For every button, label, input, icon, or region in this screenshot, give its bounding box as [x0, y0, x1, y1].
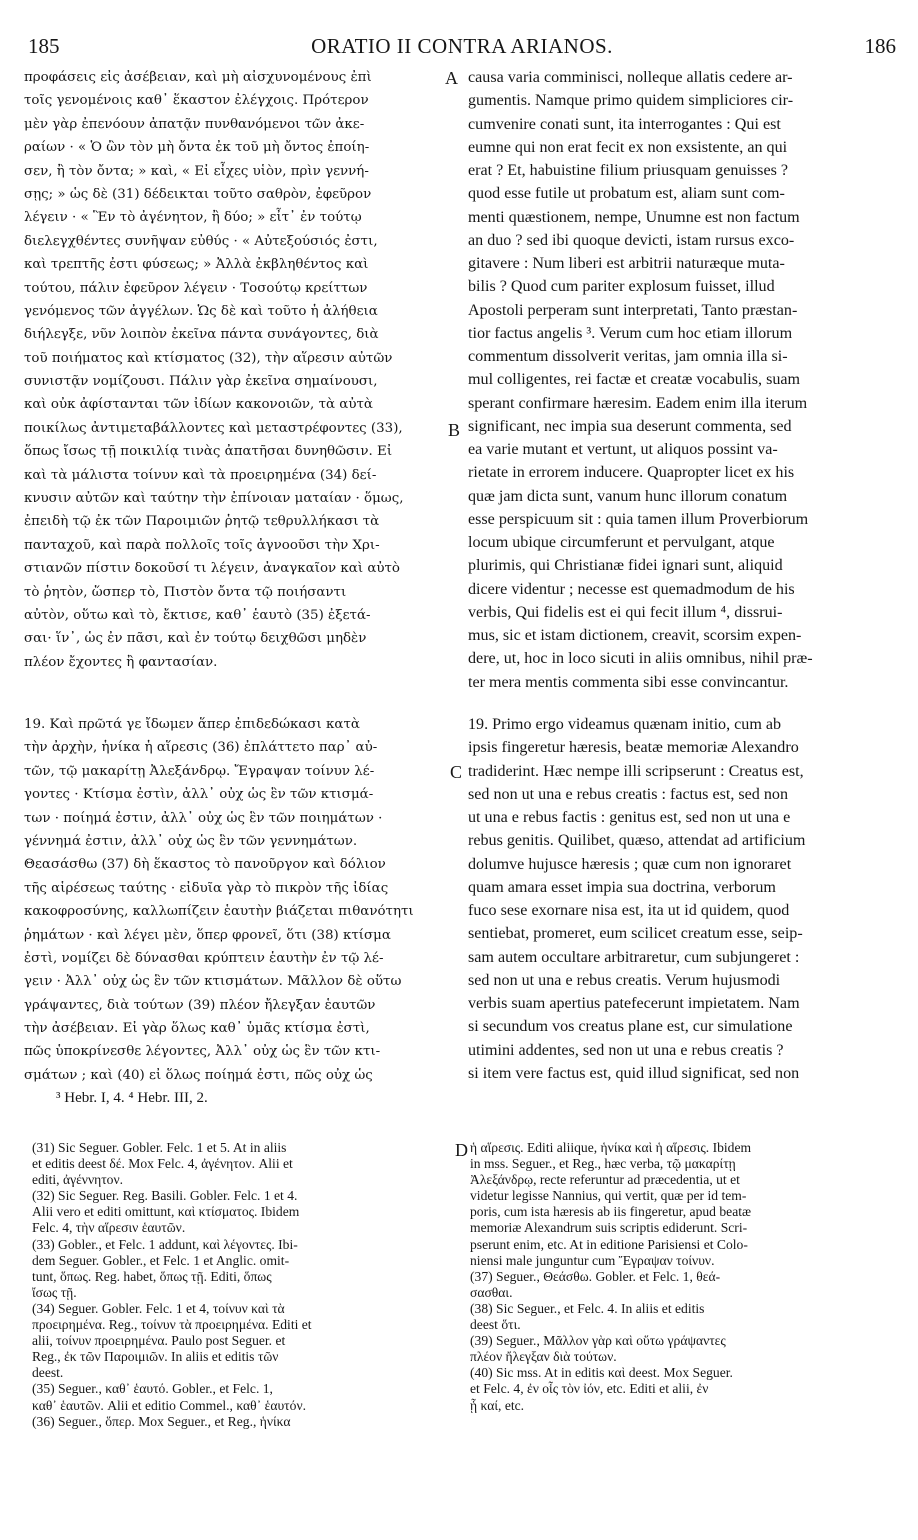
text-line: σμάτων ; καὶ (40) εἰ ὅλως ποίημά ἐστι, πῶς οὐχ ὡς — [24, 1067, 373, 1083]
text-line: πλέον ἤλεγξαν διὰ τούτων. — [470, 1349, 617, 1365]
text-line: niensi male junguntur cum Ἔγραψαν τοίνυν. — [470, 1252, 715, 1268]
running-title: ORATIO II CONTRA ARIANOS. — [311, 34, 613, 58]
text-line: διελεγχθέντες συνῆψαν εὐθύς · « Αὐτεξούσιός ἐστι, — [24, 233, 378, 249]
text-line: tunt, ὅπως. Reg. habet, ὅπως τῇ. Editi, ὅπως — [32, 1268, 272, 1284]
text-line: (32) Sic Seguer. Reg. Basili. Gobler. Felc. 1 et 4. — [32, 1188, 298, 1204]
text-line: erat ? Et, habuistine filium priusquam genuisses ? — [468, 162, 789, 179]
text-line: dem Seguer. Gobler., et Felc. 1 et Anglic. omit- — [32, 1252, 290, 1268]
text-line: καθ᾽ ἑαυτῶν. Alii et editio Commel., καθ᾽ ἑαυτόν. — [32, 1397, 306, 1413]
text-line: συνιστᾷν νομίζουσι. Πάλιν γὰρ ἐκεῖνα σημαίνουσι, — [24, 374, 378, 390]
text-line: (33) Gobler., et Felc. 1 addunt, καὶ λέγοντες. Ibi- — [32, 1236, 298, 1252]
text-line: alii, τοίνυν προειρημένα. Paulo post Seguer. et — [32, 1333, 286, 1349]
text-line: στιανῶν πίστιν δοκοῦσί τι λέγειν, ἀναγκαῖον καὶ αὐτὸ — [24, 561, 400, 577]
text-line: Felc. 4, τὴν αἵρεσιν ἑαυτῶν. — [32, 1220, 186, 1236]
text-line: commentum dissolverit veritas, jam omnia illa si- — [468, 348, 788, 365]
text-line: γέννημά ἐστιν, ἀλλ᾽ οὐχ ὡς ἓν τῶν γεννημάτων. — [24, 833, 358, 849]
footnote-references: ³ Hebr. I, 4. ⁴ Hebr. III, 2. — [56, 1090, 208, 1106]
text-line: significant, nec impia sua deserunt commenta, sed — [468, 417, 792, 435]
text-line: προφάσεις εἰς ἀσέβειαν, καὶ μὴ αἰσχυνομένους ἐπὶ — [24, 70, 372, 85]
text-line: Apostoli perperam sunt interpretati, Tanto præstan- — [468, 301, 798, 319]
text-line: σαι· ἵν᾽, ὡς ἐν πᾶσι, καὶ ἐν τούτῳ δειχθῶσι μηδὲν — [24, 631, 367, 647]
critical-notes-left — [32, 1140, 452, 1430]
text-line: τοῖς γενομένοις καθ᾽ ἕκαστον ἐλέγχοις. Πρότερον — [24, 93, 369, 109]
text-line: λέγειν · « Ἓν τὸ ἀγένητον, ἢ δύο; » εἶτ᾽ ἐν τούτῳ — [24, 210, 362, 226]
text-line: γειν · Ἀλλ᾽ οὐχ ὡς ἓν τῶν κτισμάτων. Μᾶλλον δὲ οὕτω — [24, 974, 402, 990]
running-header — [28, 30, 896, 64]
text-line: ἡ αἵρεσις. Editi aliique, ἡνίκα καὶ ἡ αἵρεσις. Ibidem — [470, 1140, 752, 1155]
text-line: si secundum vos creatus plane est, cur simulatione — [468, 1018, 793, 1036]
latin-column-section-19 — [468, 713, 892, 1085]
text-line: τὴν ἀρχὴν, ἡνίκα ἡ αἵρεσις (36) ἐπλάττετο παρ᾽ αὐ- — [24, 740, 378, 756]
text-line: (38) Sic Seguer., et Felc. 4. In aliis et editis — [470, 1300, 705, 1316]
text-line: ποικίλως ἀντιμεταβάλλοντες καὶ μεταστρέφοντες (33), — [24, 420, 403, 436]
text-line: mus, sic et istam dictionem, creavit, scorsim expen- — [468, 627, 802, 644]
text-line: editi, ἀγέννητον. — [32, 1172, 124, 1188]
text-line: verbis, Qui fidelis est ei qui fecit illum ⁴, dissrui- — [468, 603, 783, 621]
text-line: dicere videntur ; necesse est quemadmodum de his — [468, 580, 795, 598]
text-line: gitavere : Num liberi est arbitrii naturæque muta- — [468, 255, 785, 272]
text-line: si item vere factus est, quid illud significat, sed non — [468, 1064, 800, 1082]
text-line: sed non ut una e rebus creatis : factus est, sed non — [468, 785, 788, 803]
latin-column-upper — [468, 66, 892, 694]
text-line: (40) Sic mss. At in editis καὶ deest. Mox Seguer. — [470, 1365, 733, 1381]
text-line: plurimis, qui Christianæ fidei ignari sunt, aliquid — [468, 557, 783, 575]
text-line: gumentis. Namque primo quidem simpliciores cir- — [468, 92, 794, 110]
text-line: τοῦ ποιήματος καὶ κτίσματος (32), τὴν αἵρεσιν αὐτῶν — [24, 350, 393, 366]
text-line: 19. Καὶ πρῶτά γε ἴδωμεν ἅπερ ἐπιδεδώκασι κατὰ — [24, 717, 360, 732]
text-line: sed non ut una e rebus creatis. Verum hujusmodi — [468, 971, 781, 989]
text-line: σεν, ἢ τὸν ὄντα; » καὶ, « Εἰ εἶχες υἱὸν, πρὶν γεννή- — [24, 163, 369, 179]
text-line: cumvenire conati sunt, ita interrogantes : Qui est — [468, 115, 781, 133]
text-line: διήλεγξε, νῦν λοιπὸν ἐκεῖνα πάντα συνάγοντες, διὰ — [24, 327, 379, 343]
text-line: sperant confirmare hæresim. Eadem enim illa iterum — [468, 394, 808, 412]
text-line: πανταχοῦ, καὶ παρὰ πολλοῖς τοῖς ἀγνοοῦσι τὴν Χρι- — [24, 537, 380, 553]
text-line: memoriæ Alexandrum suis scriptis ediderunt. Scri- — [470, 1220, 748, 1236]
margin-letter-c: C — [450, 762, 463, 782]
text-line: fuco sese exornare nisa est, ita ut id quidem, quod — [468, 902, 790, 919]
text-line: deest ὅτι. — [470, 1317, 521, 1333]
page-number-right: 186 — [864, 34, 896, 58]
text-line: tior factus angelis ³. Verum cum hoc etiam illorum — [468, 324, 793, 342]
text-line: τὴν ἀσέβειαν. Εἰ γὰρ ὅλως καθ᾽ ὑμᾶς κτίσμα ἐστὶ, — [24, 1021, 370, 1037]
text-line: προειρημένα. Reg., τοίνυν τὰ προειρημένα. Editi et — [32, 1317, 312, 1333]
text-line: ipsis fingeretur hæresis, beatæ memoriæ Alexandro — [468, 739, 799, 757]
text-line: ὅπως ἴσως τῇ ποικιλίᾳ τινὰς ἀπατῆσαι δυνηθῶσιν. Εἰ — [24, 444, 393, 460]
text-line: dolumve hujusce hæresis ; quæ cum non ignoraret — [468, 855, 792, 873]
text-line: Θεασάσθω (37) δὴ ἕκαστος τὸ πανοῦργον καὶ δόλιον — [24, 857, 386, 873]
text-line: πῶς ὑποκρίνεσθε λέγοντες, Ἀλλ᾽ οὐχ ὡς ἓν τῶν κτι- — [24, 1044, 381, 1060]
margin-letter-b: B — [448, 420, 461, 440]
text-line: γενόμενος τῶν ἀγγέλων. Ὡς δὲ καὶ τοῦτο ἡ ἀλήθεια — [24, 303, 378, 319]
text-line: τούτου, πάλιν ἐφεῦρον λέγειν · Τοσούτῳ κρείττων — [24, 280, 368, 296]
text-line: σασθαι. — [470, 1284, 513, 1300]
text-line: τὸ ῥητὸν, ὥσπερ τὸ, Πιστὸν ὄντα τῷ ποιήσαντι — [24, 584, 347, 600]
text-line: ῥημάτων · καὶ λέγει μὲν, ὅπερ φρονεῖ, ὅτι (38) κτίσμα — [24, 927, 391, 943]
text-line: ἐστὶ, νομίζει δὲ δύνασθαι κρύπτειν ἑαυτὴν ἐν τῷ λέ- — [24, 950, 384, 966]
text-line: καὶ οὐκ ἀφίστανται τῶν ἰδίων κακονοιῶν, τὰ αὐτὰ — [24, 397, 373, 413]
text-line: quam amara esset impia sua doctrina, verborum — [468, 878, 776, 896]
text-line: (36) Seguer., ὅπερ. Mox Seguer., et Reg., ἡνίκα — [32, 1413, 291, 1429]
text-line: quod esse futile ut probatum est, aliam sunt com- — [468, 185, 785, 203]
text-line: rebus genitis. Quilibet, quæso, attendat ad artificium — [468, 832, 806, 850]
text-line: et editis deest δέ. Mox Felc. 4, ἀγένητον. Alii et — [32, 1156, 293, 1172]
text-line: (39) Seguer., Μᾶλλον γὰρ καὶ οὕτω γράψαντες — [470, 1333, 726, 1349]
text-line: αὐτὸν, οὕτω καὶ τὸ, ἔκτισε, καθ᾽ ἑαυτὸ (35) ἐξετά- — [24, 607, 371, 623]
text-line: pserunt enim, etc. At in editione Parisiensi et Colo- — [470, 1236, 748, 1252]
text-line: τῶν, τῷ μακαρίτῃ Ἀλεξάνδρῳ. Ἔγραψαν τοίνυν λέ- — [24, 763, 375, 779]
text-line: ea varie mutant et vertunt, ut aliquos possint va- — [468, 441, 778, 458]
text-line: deest. — [32, 1365, 64, 1381]
text-line: Alii vero et editi omittunt, καὶ κτίσματος. Ibidem — [32, 1204, 300, 1220]
text-line: μὲν γὰρ ἐπενόουν ἀπατᾷν πυνθανόμενοι τῶν ἀκε- — [24, 116, 365, 132]
text-line: esse perspicuum sit : quia tamen illum Proverbiorum — [468, 510, 809, 528]
text-line: bilis ? Quod cum pariter explosum fuisset, illud — [468, 278, 775, 296]
text-line: πλέον ἔχοντες ἢ φαντασίαν. — [24, 654, 218, 670]
text-line: verbis suam apertius patefecerunt impietatem. Nam — [468, 995, 800, 1012]
text-line: κνυσιν αὐτῶν καὶ ταύτην τὴν ἐπίνοιαν ματαίαν · ὅμως, — [24, 491, 404, 507]
text-line: ραίων · « Ὁ ὢν τὸν μὴ ὄντα ἐκ τοῦ μὴ ὄντος ἐποίη- — [24, 140, 370, 156]
text-line: Reg., ἐκ τῶν Παροιμιῶν. In aliis et editis τῶν — [32, 1349, 279, 1365]
text-line: et Felc. 4, ἐν οἷς τὸν ἰόν, etc. Editi et alii, ἐν — [470, 1381, 709, 1397]
text-line: ut una e rebus factis : genitus est, sed non ut una e — [468, 809, 791, 826]
text-line: ter mera mentis commenta sibi esse convincantur. — [468, 673, 789, 691]
text-line: (37) Seguer., Θεάσθω. Gobler. et Felc. 1, θεά- — [470, 1268, 721, 1284]
text-line: ᾗ καί, etc. — [470, 1397, 525, 1413]
margin-letter-d: D — [455, 1140, 468, 1160]
page-number-left: 185 — [28, 34, 60, 58]
text-line: tradiderint. Hæc nempe illi scripserunt : Creatus est, — [468, 762, 804, 780]
text-line: (31) Sic Seguer. Gobler. Felc. 1 et 5. At in aliis — [32, 1140, 287, 1155]
text-line: sentiebat, promeret, eum scilicet creatum esse, seip- — [468, 925, 803, 943]
text-line: menti quæstionem, nempe, Unumne est non factum — [468, 208, 800, 226]
text-line: videtur legisse Nannius, qui vertit, quæ per id tem- — [470, 1188, 747, 1204]
text-line: καὶ τὰ μάλιστα τοίνυν καὶ τὰ προειρημένα (34) δεί- — [24, 467, 377, 483]
text-line: poris, cum ista hæresis ab iis fingeretur, apud beatæ — [470, 1204, 752, 1220]
text-line: γοντες · Κτίσμα ἐστὶν, ἀλλ᾽ οὐχ ὡς ἓν τῶν κτισμά- — [24, 787, 374, 803]
text-line: γράψαντες, διὰ τούτων (39) πλέον ἤλεγξαν ἑαυτῶν — [24, 997, 376, 1013]
text-line: τῆς αἱρέσεως ταύτης · εἰδυῖα γὰρ τὸ πικρὸν τῆς ἰδίας — [24, 880, 389, 896]
text-line: ἴσως τῇ. — [32, 1284, 77, 1300]
margin-letter-a: A — [445, 68, 458, 88]
text-line: an duo ? sed ibi quoque devicti, istam rursus exco- — [468, 231, 795, 249]
text-line: των · ποίημά ἐστιν, ἀλλ᾽ οὐχ ὡς ἓν τῶν ποιημάτων · — [24, 810, 383, 826]
text-line: σῃς; » ὡς δὲ (31) δέδεικται τοῦτο σαθρὸν, ἐφεῦρον — [24, 186, 372, 202]
text-line: (34) Seguer. Gobler. Felc. 1 et 4, τοίνυν καὶ τὰ — [32, 1300, 285, 1316]
text-line: causa varia comminisci, nolleque allatis cedere ar- — [468, 69, 793, 86]
text-line: (35) Seguer., καθ᾽ ἑαυτό. Gobler., et Felc. 1, — [32, 1381, 273, 1397]
greek-column-upper — [24, 66, 448, 674]
text-line: 19. Primo ergo videamus quænam initio, cum ab — [468, 716, 782, 733]
critical-notes-right — [470, 1140, 890, 1414]
text-line: ἐπειδὴ τῷ ἐκ τῶν Παροιμιῶν ῥητῷ τεθρυλλήκασι τὰ — [24, 514, 380, 530]
text-line: eumne qui non erat fecit ex non exsistente, an qui — [468, 138, 788, 156]
text-line: rietate in errorem inducere. Quapropter licet ex his — [468, 464, 795, 482]
text-line: sam autem occultare arbitraretur, cum subjungeret : — [468, 948, 800, 966]
text-line: in mss. Seguer., et Reg., hæc verba, τῷ μακαρίτῃ — [470, 1156, 736, 1172]
text-line: dere, ut, hoc in loco sicuti in aliis omnibus, nihil præ- — [468, 650, 813, 668]
text-line: καὶ τρεπτῆς ἐστι φύσεως; » Ἀλλὰ ἐκβληθέντος καὶ — [24, 257, 369, 273]
text-line: Ἀλεξάνδρῳ, recte referuntur ad præcedentia, ut et — [470, 1172, 740, 1188]
text-line: κακοφροσύνης, καλλωπίζειν ἑαυτὴν βιάζεται πιθανότητι — [24, 904, 414, 920]
greek-column-section-19 — [24, 713, 448, 1087]
text-line: locum ubique circumferunt et pervulgant, atque — [468, 534, 775, 551]
text-line: quæ jam dicta sunt, vanum hunc illorum conatum — [468, 487, 788, 505]
text-line: utimini addentes, sed non ut una e rebus creatis ? — [468, 1041, 784, 1059]
text-line: mul colligentes, rei factæ et creatæ vocabulis, suam — [468, 371, 801, 389]
